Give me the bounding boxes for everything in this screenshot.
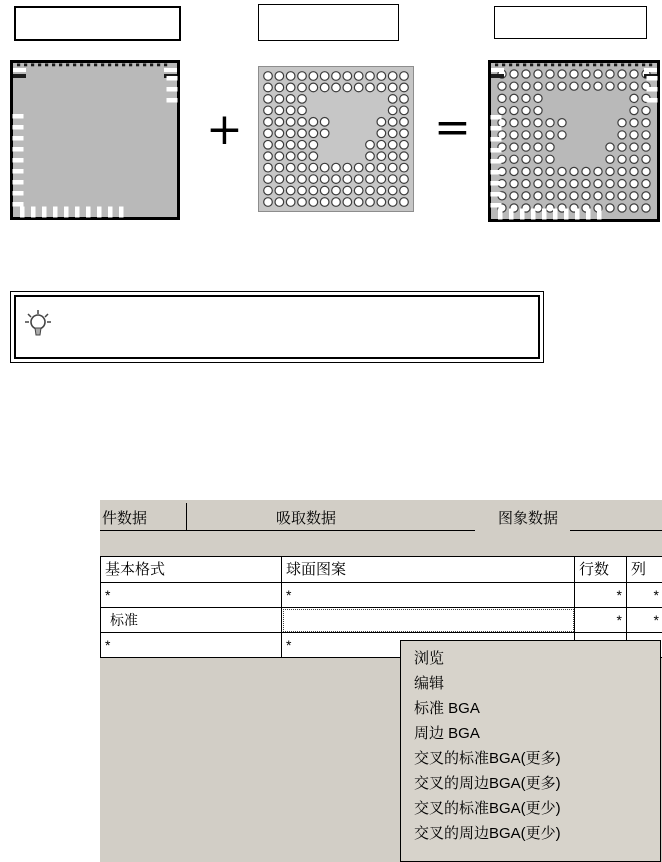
tab-image-data[interactable]: 图象数据 — [498, 510, 559, 527]
header-basic-format: 基本格式 — [101, 557, 282, 583]
header-ball-pattern: 球面图案 — [282, 557, 575, 583]
table-cell-focused[interactable] — [282, 608, 575, 633]
tab-part-data[interactable]: 件数据 — [102, 510, 148, 527]
ball-pattern-image — [258, 66, 414, 212]
menu-item-cross-standard-less[interactable]: 交叉的标准BGA(更少) — [414, 800, 561, 817]
header-row — [101, 557, 662, 583]
plus-operator: + — [206, 104, 243, 155]
callout-box-left — [14, 6, 181, 41]
menu-item-cross-perimeter-more[interactable]: 交叉的周边BGA(更多) — [414, 775, 561, 792]
callout-box-right — [494, 6, 647, 39]
tip-box-inner — [14, 295, 540, 359]
table-cell[interactable]: * — [627, 608, 662, 633]
header-col-count: 列 — [627, 557, 662, 583]
tab-separator — [186, 503, 187, 530]
combined-pattern-image — [488, 60, 660, 222]
table-cell[interactable]: * — [575, 608, 627, 633]
menu-item-perimeter-bga[interactable]: 周边 BGA — [414, 725, 480, 742]
table-cell[interactable]: * — [101, 633, 282, 658]
menu-item-edit[interactable]: 编辑 — [414, 675, 445, 692]
table-cell[interactable]: * — [575, 583, 627, 608]
table-cell[interactable]: * — [627, 583, 662, 608]
table-row — [101, 583, 662, 608]
component-footprint-image — [10, 60, 180, 220]
table-cell[interactable]: * — [282, 583, 575, 608]
lightbulb-icon — [23, 308, 53, 347]
tip-box — [10, 291, 544, 363]
menu-item-browse[interactable]: 浏览 — [414, 650, 445, 667]
tab-underline — [570, 530, 662, 531]
header-row-count: 行数 — [575, 557, 627, 583]
table-row — [101, 608, 662, 633]
callout-box-middle — [258, 4, 399, 41]
table-cell[interactable]: * — [282, 633, 575, 658]
equals-operator: = — [434, 102, 471, 153]
menu-item-standard-bga[interactable]: 标准 BGA — [414, 700, 480, 717]
table-cell[interactable]: * — [101, 583, 282, 608]
context-menu — [400, 640, 661, 862]
menu-item-cross-standard-more[interactable]: 交叉的标准BGA(更多) — [414, 750, 561, 767]
tab-underline — [100, 530, 475, 531]
menu-item-cross-perimeter-less[interactable]: 交叉的周边BGA(更少) — [414, 825, 561, 842]
tab-pickup-data[interactable]: 吸取数据 — [276, 510, 337, 527]
table-cell-standard[interactable]: 标准 — [101, 608, 282, 633]
